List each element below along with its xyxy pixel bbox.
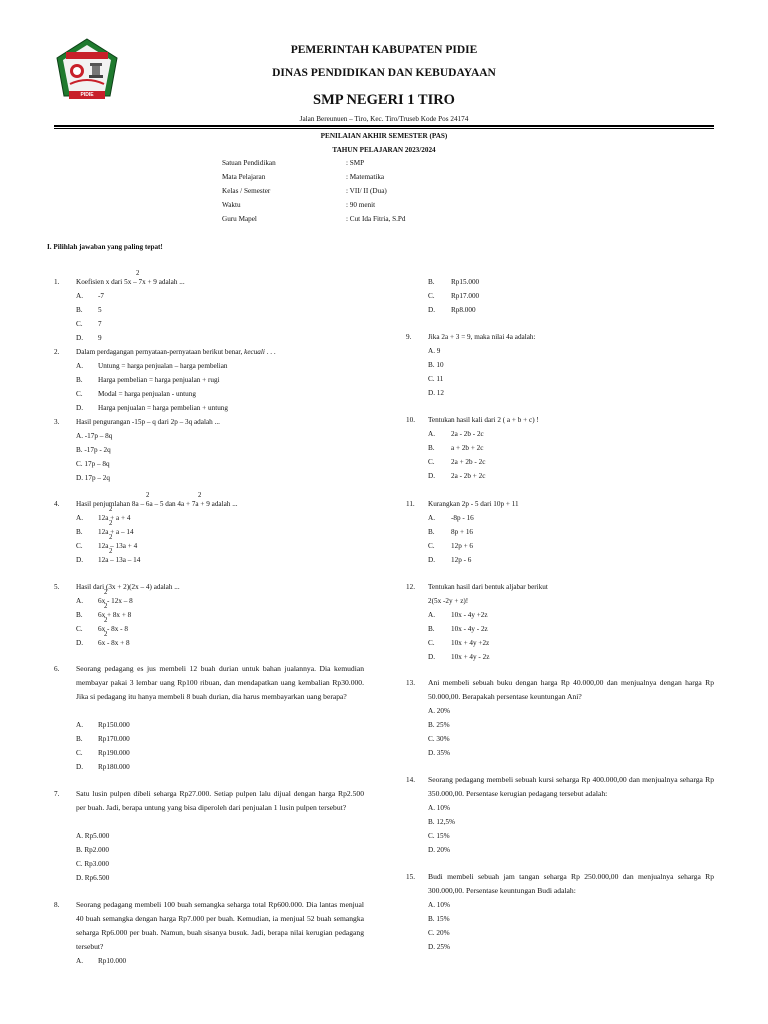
option-text: Harga penjualan = harga pembelian + untung bbox=[98, 404, 228, 412]
option-text: -8p - 16 bbox=[451, 514, 474, 522]
option-letter: A. bbox=[428, 611, 435, 619]
option-letter: A. bbox=[76, 957, 83, 965]
option-text: 2a + 2b - 2c bbox=[451, 458, 486, 466]
info-value: : SMP bbox=[346, 159, 365, 167]
option-text: Rp170.000 bbox=[98, 735, 130, 743]
header-school-name: SMP NEGERI 1 TIRO bbox=[313, 92, 455, 108]
option-text: Modal = harga penjualan - untung bbox=[98, 390, 196, 398]
question-text: Ani membeli sebuah buku dengan harga Rp 40.000,00 dan menjualnya dengan harga Rp 50.000,00. Berapakah persentase keuntungan Ani? bbox=[428, 678, 714, 701]
info-value: : 90 menit bbox=[346, 201, 376, 209]
info-value: : VII/ II (Dua) bbox=[346, 187, 387, 195]
option-text: Rp8.000 bbox=[451, 306, 476, 314]
option-text: Untung = harga penjualan – harga pembelian bbox=[98, 362, 228, 370]
question-text: Hasil dari (3x + 2)(2x – 4) adalah ... bbox=[76, 583, 180, 591]
option: D. Rp6.500 bbox=[76, 874, 110, 882]
superscript: 2 bbox=[198, 492, 202, 499]
option-letter: A. bbox=[76, 721, 83, 729]
option: D. 20% bbox=[428, 846, 450, 854]
option: B. 10 bbox=[428, 361, 444, 369]
option-letter: B. bbox=[76, 611, 83, 619]
option: B. -17p - 2q bbox=[76, 446, 111, 454]
option: A. -17p – 8q bbox=[76, 432, 113, 440]
question-number: 3. bbox=[54, 418, 60, 426]
option-text: 12p - 6 bbox=[451, 556, 472, 564]
option-text: 12a – 13a – 14 bbox=[98, 556, 141, 564]
exam-title: PENILAIAN AKHIR SEMESTER (PAS) bbox=[320, 132, 448, 140]
option-text: 12p + 6 bbox=[451, 542, 474, 550]
option: B. 15% bbox=[428, 915, 450, 923]
info-label: Kelas / Semester bbox=[222, 187, 271, 195]
option-letter: C. bbox=[76, 320, 83, 328]
question-number: 12. bbox=[406, 583, 415, 591]
option-text: Rp15.000 bbox=[451, 278, 480, 286]
option-letter: B. bbox=[428, 625, 435, 633]
option-text: Rp190.000 bbox=[98, 749, 130, 757]
question-text: Koefisien x dari 5x – 7x + 9 adalah ... bbox=[76, 278, 185, 286]
option: A. 9 bbox=[428, 347, 441, 355]
option-text: 6x - 12x – 8 bbox=[98, 597, 133, 605]
info-label: Waktu bbox=[222, 201, 241, 209]
option-letter: B. bbox=[76, 376, 83, 384]
question-number: 7. bbox=[54, 790, 60, 798]
option-letter: C. bbox=[76, 542, 83, 550]
option-letter: D. bbox=[76, 556, 83, 564]
question-number: 11. bbox=[406, 500, 415, 508]
question-number: 10. bbox=[406, 416, 415, 424]
question-text: Budi membeli sebuah jam tangan seharga Rp 250.000,00 dan menjualnya seharga Rp 300.000,00. Persentase keuntungan Budi adalah: bbox=[428, 872, 714, 895]
option-letter: C. bbox=[428, 458, 435, 466]
option-letter: B. bbox=[76, 306, 83, 314]
option: C. 11 bbox=[428, 375, 444, 383]
option-letter: D. bbox=[428, 306, 435, 314]
question-number: 2. bbox=[54, 348, 60, 356]
option-text: 10x - 4y - 2z bbox=[451, 625, 488, 633]
option: D. 12 bbox=[428, 389, 444, 397]
header-divider-thick bbox=[54, 125, 714, 127]
option-letter: A. bbox=[76, 292, 83, 300]
option-text: 2a - 2b - 2c bbox=[451, 430, 484, 438]
option-text: 9 bbox=[98, 334, 102, 342]
option-text: 7 bbox=[98, 320, 102, 328]
question-text bbox=[76, 348, 276, 356]
option: B. Rp2.000 bbox=[76, 846, 109, 854]
option-letter: B. bbox=[76, 735, 83, 743]
option-letter: C. bbox=[428, 292, 435, 300]
option-letter: D. bbox=[428, 472, 435, 480]
option-letter: A. bbox=[76, 362, 83, 370]
option-letter: C. bbox=[76, 390, 83, 398]
superscript: 2 bbox=[104, 617, 108, 624]
question-text: Seorang pedagang membeli sebuah kursi seharga Rp 400.000,00 dan menjualnya seharga Rp 350.000,00. Persentase kerugian pedagang tersebut adalah: bbox=[428, 775, 714, 798]
option-text: 12a + a – 14 bbox=[98, 528, 134, 536]
option: D. 25% bbox=[428, 943, 450, 951]
header-department: DINAS PENDIDIKAN DAN KEBUDAYAAN bbox=[272, 67, 496, 79]
question-text: Tentukan hasil kali dari 2 ( a + b + c) ! bbox=[428, 416, 539, 424]
question-number: 8. bbox=[54, 901, 60, 909]
superscript: 2 bbox=[109, 506, 113, 513]
superscript: 2 bbox=[104, 589, 108, 596]
option-letter: B. bbox=[428, 278, 435, 286]
superscript: 2 bbox=[109, 520, 113, 527]
kabupaten-logo bbox=[55, 38, 119, 104]
option-text: Harga pembelian = harga penjualan + rugi bbox=[98, 376, 220, 384]
question-text: Jika 2a + 3 = 9, maka nilai 4a adalah: bbox=[428, 333, 536, 341]
option-letter: C. bbox=[76, 749, 83, 757]
option: A. 10% bbox=[428, 804, 450, 812]
question-number: 9. bbox=[406, 333, 412, 341]
option: A. 20% bbox=[428, 707, 450, 715]
question-text: Hasil penjumlahan 8a – 6a – 5 dan 4a + 7a + 9 adalah ... bbox=[76, 500, 238, 508]
option: B. 12,5% bbox=[428, 818, 455, 826]
question-text: Tentukan hasil dari bentuk aljabar berikut bbox=[428, 583, 548, 591]
question-text: Hasil pengurangan -15p – q dari 2p – 3q adalah ... bbox=[76, 418, 220, 426]
question-number: 1. bbox=[54, 278, 60, 286]
info-label: Guru Mapel bbox=[222, 215, 257, 223]
option-text: Rp10.000 bbox=[98, 957, 127, 965]
option-letter: C. bbox=[76, 625, 83, 633]
question-text-main: Dalam perdagangan pernyataan-pernyataan berikut benar, bbox=[76, 348, 243, 356]
superscript: 2 bbox=[104, 603, 108, 610]
info-label: Satuan Pendidikan bbox=[222, 159, 276, 167]
question-text-tail: . . . bbox=[266, 348, 276, 356]
option-letter: C. bbox=[428, 542, 435, 550]
superscript: 2 bbox=[109, 534, 113, 541]
option-text: Rp150.000 bbox=[98, 721, 130, 729]
option-letter: D. bbox=[76, 763, 83, 771]
option-text: 6x - 8x + 8 bbox=[98, 639, 130, 647]
option: B. 25% bbox=[428, 721, 450, 729]
option-letter: B. bbox=[76, 528, 83, 536]
question-number: 5. bbox=[54, 583, 60, 591]
info-value: : Matematika bbox=[346, 173, 385, 181]
option-letter: A. bbox=[428, 514, 435, 522]
logo-banner-text: PIDIE bbox=[80, 92, 94, 98]
question-number: 4. bbox=[54, 500, 60, 508]
question-number: 15. bbox=[406, 873, 415, 881]
option-text: 12a – 13a + 4 bbox=[98, 542, 138, 550]
option: D. 17p – 2q bbox=[76, 474, 110, 482]
superscript: 2 bbox=[104, 631, 108, 638]
option-letter: D. bbox=[76, 334, 83, 342]
info-value: : Cut Ida Fitria, S.Pd bbox=[346, 215, 406, 223]
header-government: PEMERINTAH KABUPATEN PIDIE bbox=[290, 44, 478, 56]
option-text: Rp17.000 bbox=[451, 292, 480, 300]
question-text: Seorang pedagang es jus membeli 12 buah durian untuk bahan jualannya. Dia kemudian membayar pakai 3 lembar uang Rp100 ribuan, dan mendapatkan uang kembalian Rp30.000. Jika si pedagang itu hanya membeli 8 buah durian, dia harus membayarkan uang berapa? bbox=[76, 664, 364, 701]
option: A. 10% bbox=[428, 901, 450, 909]
option-text: -7 bbox=[98, 292, 104, 300]
option: C. 30% bbox=[428, 735, 450, 743]
option-letter: C. bbox=[428, 639, 435, 647]
question-text-italic: kecuali bbox=[244, 348, 265, 356]
option-text: 12a + a + 4 bbox=[98, 514, 131, 522]
option-letter: A. bbox=[76, 597, 83, 605]
option-text: 8p + 16 bbox=[451, 528, 474, 536]
superscript: 2 bbox=[109, 548, 113, 555]
option-letter: D. bbox=[76, 404, 83, 412]
question-text: Kurangkan 2p - 5 dari 10p + 11 bbox=[428, 500, 519, 508]
option-letter: B. bbox=[428, 444, 435, 452]
superscript: 2 bbox=[136, 270, 140, 277]
section-instruction: I. Pilihlah jawaban yang paling tepat! bbox=[47, 243, 163, 251]
option: C. Rp3.000 bbox=[76, 860, 109, 868]
option-letter: A. bbox=[428, 430, 435, 438]
question-number: 14. bbox=[406, 776, 415, 784]
option-text: 6x + 8x + 8 bbox=[98, 611, 132, 619]
option: C. 20% bbox=[428, 929, 450, 937]
option-letter: D. bbox=[428, 653, 435, 661]
question-number: 13. bbox=[406, 679, 415, 687]
header-divider-thin bbox=[54, 128, 714, 129]
option-letter: A. bbox=[76, 514, 83, 522]
question-expression: 2(5x -2y + z)! bbox=[428, 597, 469, 605]
option-text: a + 2b + 2c bbox=[451, 444, 484, 452]
option-text: 10x + 4y +2z bbox=[451, 639, 490, 647]
question-number: 6. bbox=[54, 665, 60, 673]
question-text: Satu lusin pulpen dibeli seharga Rp27.000. Setiap pulpen lalu dijual dengan harga Rp2.500 per buah. Jadi, berapa untung yang bisa diperoleh dari penjualan 1 lusin pulpen tersebut? bbox=[76, 789, 364, 812]
option: C. 15% bbox=[428, 832, 450, 840]
option-text: Rp180.000 bbox=[98, 763, 130, 771]
option-letter: B. bbox=[428, 528, 435, 536]
option-letter: D. bbox=[428, 556, 435, 564]
exam-year: TAHUN PELAJARAN 2023/2024 bbox=[332, 146, 436, 154]
info-label: Mata Pelajaran bbox=[222, 173, 266, 181]
option-text: 2a - 2b + 2c bbox=[451, 472, 486, 480]
option-text: 10x - 4y +2z bbox=[451, 611, 488, 619]
question-text: Seorang pedagang membeli 100 buah semangka seharga total Rp600.000. Dia lantas menjual 40 buah semangka dengan harga Rp7.000 per buah. Kemudian, ia menjual 52 buah semangka seharga Rp6.000 per buah. Namun, buah sisanya busuk. Jadi, berapa nilai kerugian pedagang tersebut? bbox=[76, 900, 364, 951]
option-text: 5 bbox=[98, 306, 102, 314]
header-address: Jalan Bereunuen – Tiro, Kec. Tiro/Truseb Kode Pos 24174 bbox=[299, 115, 469, 123]
option-letter: D. bbox=[76, 639, 83, 647]
option: A. Rp5.000 bbox=[76, 832, 110, 840]
option-text: 6x - 8x - 8 bbox=[98, 625, 128, 633]
option-text: 10x + 4y - 2z bbox=[451, 653, 490, 661]
option: D. 35% bbox=[428, 749, 450, 757]
superscript: 2 bbox=[146, 492, 150, 499]
option: C. 17p – 8q bbox=[76, 460, 110, 468]
